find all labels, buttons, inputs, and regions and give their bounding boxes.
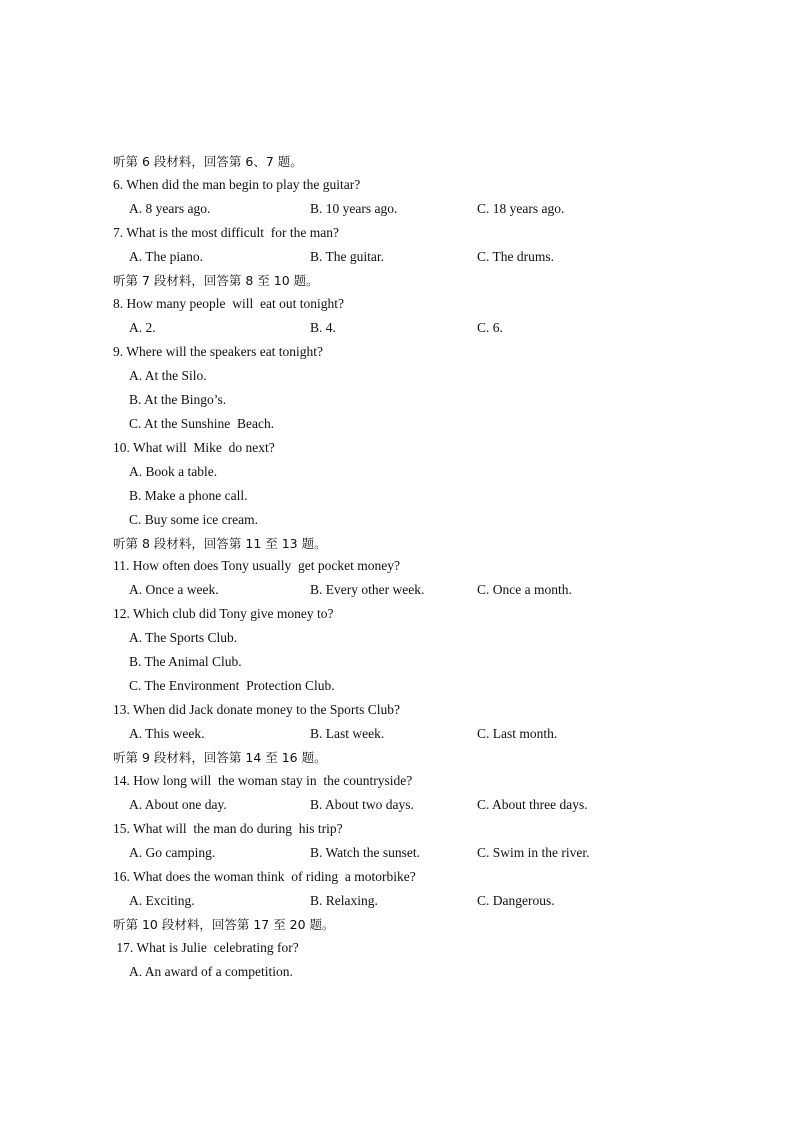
answer-option: A. The piano. xyxy=(129,249,203,264)
question-text: 14. How long will the woman stay in the countryside? xyxy=(113,773,413,788)
section-heading: 听第 8 段材料，回答第 11 至 13 题。 xyxy=(113,536,327,551)
question-text: 6. When did the man begin to play the guitar? xyxy=(113,177,361,192)
answer-option: C. Dangerous. xyxy=(477,893,555,908)
answer-option: C. 6. xyxy=(477,320,503,335)
answer-option: A. Exciting. xyxy=(129,893,195,908)
answer-option: A. Book a table. xyxy=(129,464,218,479)
question-text: 7. What is the most difficult for the man? xyxy=(113,225,339,240)
question-text: 8. How many people will eat out tonight? xyxy=(113,296,344,311)
answer-option: A. Go camping. xyxy=(129,845,216,860)
answer-option: B. Last week. xyxy=(310,726,385,741)
question-text: 12. Which club did Tony give money to? xyxy=(113,606,334,621)
answer-option: B. 10 years ago. xyxy=(310,201,398,216)
question-text: 11. How often does Tony usually get pocket money? xyxy=(113,558,401,573)
answer-option: A. Once a week. xyxy=(129,582,219,597)
question-text: 15. What will the man do during his trip? xyxy=(113,821,343,836)
answer-option: A. 2. xyxy=(129,320,156,335)
answer-option: A. 8 years ago. xyxy=(129,201,211,216)
answer-option: A. About one day. xyxy=(129,797,227,812)
answer-option: A. An award of a competition. xyxy=(129,964,293,979)
question-text: 17. What is Julie celebrating for? xyxy=(113,940,299,955)
answer-option: C. At the Sunshine Beach. xyxy=(129,416,275,431)
answer-option: B. The Animal Club. xyxy=(129,654,242,669)
answer-option: C. Once a month. xyxy=(477,582,572,597)
answer-option: C. About three days. xyxy=(477,797,588,812)
answer-option: B. Watch the sunset. xyxy=(310,845,421,860)
question-text: 16. What does the woman think of riding a motorbike? xyxy=(113,869,416,884)
answer-option: B. About two days. xyxy=(310,797,414,812)
answer-option: C. 18 years ago. xyxy=(477,201,565,216)
answer-option: C. The Environment Protection Club. xyxy=(129,678,335,693)
answer-option: B. The guitar. xyxy=(310,249,384,264)
question-text: 13. When did Jack donate money to the Sports Club? xyxy=(113,702,400,717)
section-heading: 听第 6 段材料，回答第 6、7 题。 xyxy=(113,154,303,169)
answer-option: C. Last month. xyxy=(477,726,558,741)
answer-option: C. Buy some ice cream. xyxy=(129,512,258,527)
answer-option: B. Relaxing. xyxy=(310,893,378,908)
answer-option: B. 4. xyxy=(310,320,336,335)
answer-option: A. This week. xyxy=(129,726,205,741)
question-text: 9. Where will the speakers eat tonight? xyxy=(113,344,324,359)
answer-option: B. At the Bingo’s. xyxy=(129,392,227,407)
answer-option: A. At the Silo. xyxy=(129,368,207,383)
answer-option: C. The drums. xyxy=(477,249,554,264)
section-heading: 听第 7 段材料，回答第 8 至 10 题。 xyxy=(113,273,319,288)
question-text: 10. What will Mike do next? xyxy=(113,440,275,455)
answer-option: C. Swim in the river. xyxy=(477,845,590,860)
section-heading: 听第 9 段材料，回答第 14 至 16 题。 xyxy=(113,750,327,765)
answer-option: B. Every other week. xyxy=(310,582,425,597)
answer-option: A. The Sports Club. xyxy=(129,630,238,645)
section-heading: 听第 10 段材料，回答第 17 至 20 题。 xyxy=(113,917,335,932)
answer-option: B. Make a phone call. xyxy=(129,488,248,503)
